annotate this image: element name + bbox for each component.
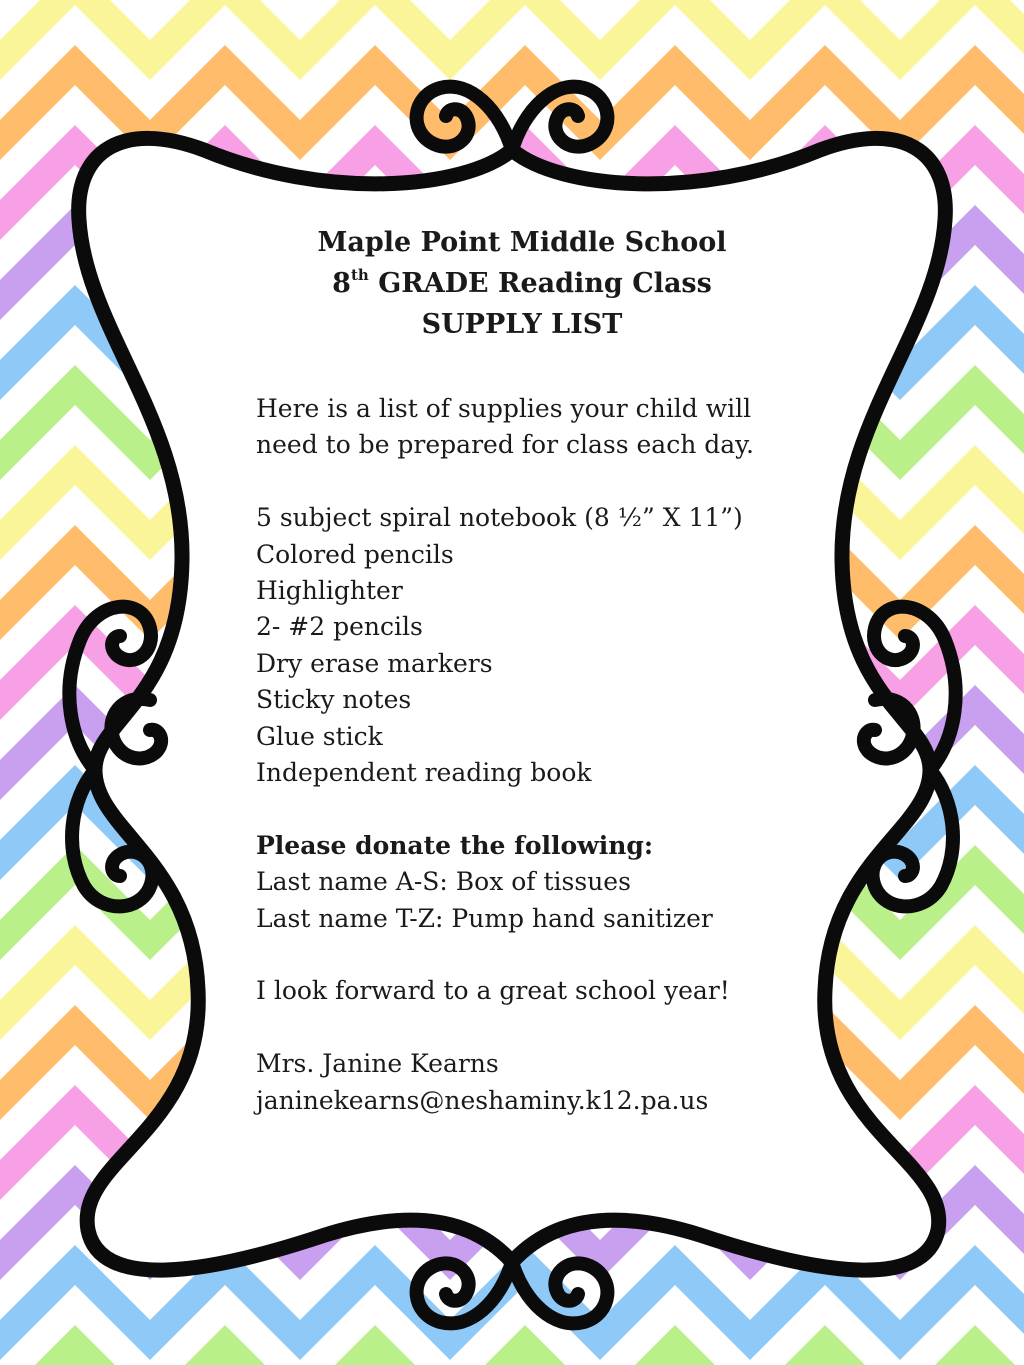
supply-list	[256, 500, 816, 791]
class-title	[256, 263, 788, 304]
list-item: 5 subject spiral notebook (8 ½” X 11”)	[256, 503, 743, 533]
title-block	[256, 222, 788, 345]
swirl-bottom-right	[512, 1262, 607, 1323]
intro-line: Here is a list of supplies your child will	[256, 394, 752, 423]
donation-item: Last name T-Z: Pump hand sanitizer	[256, 903, 713, 933]
teacher-name: Mrs. Janine Kearns	[256, 1049, 499, 1079]
list-item: Colored pencils	[256, 539, 454, 569]
list-item: Sticky notes	[256, 685, 412, 715]
teacher-email: janinekearns@neshaminy.k12.pa.us	[256, 1085, 709, 1115]
swirl-top-left	[417, 87, 512, 150]
school-name: Maple Point Middle School	[317, 227, 727, 258]
intro-paragraph	[256, 391, 816, 464]
list-item: Independent reading book	[256, 758, 592, 788]
signature-block	[256, 1046, 816, 1119]
swirl-bottom-left	[417, 1262, 512, 1323]
donation-item: Last name A-S: Box of tissues	[256, 867, 631, 897]
closing-text: I look forward to a great school year!	[256, 976, 730, 1006]
list-item: Glue stick	[256, 721, 383, 751]
grade-suffix: th	[350, 266, 369, 284]
donation-section	[256, 828, 816, 937]
class-name: GRADE Reading Class	[368, 268, 712, 299]
list-item: Dry erase markers	[256, 648, 493, 678]
closing-section	[256, 973, 816, 1009]
list-item: 2- #2 pencils	[256, 612, 423, 642]
swirl-top-right	[512, 87, 607, 150]
list-item: Highlighter	[256, 576, 403, 606]
intro-line: need to be prepared for class each day.	[256, 430, 754, 460]
donation-heading: Please donate the following:	[256, 830, 654, 860]
list-title: SUPPLY LIST	[421, 309, 623, 340]
grade-number: 8	[332, 268, 351, 299]
supply-list-content	[256, 222, 816, 1119]
